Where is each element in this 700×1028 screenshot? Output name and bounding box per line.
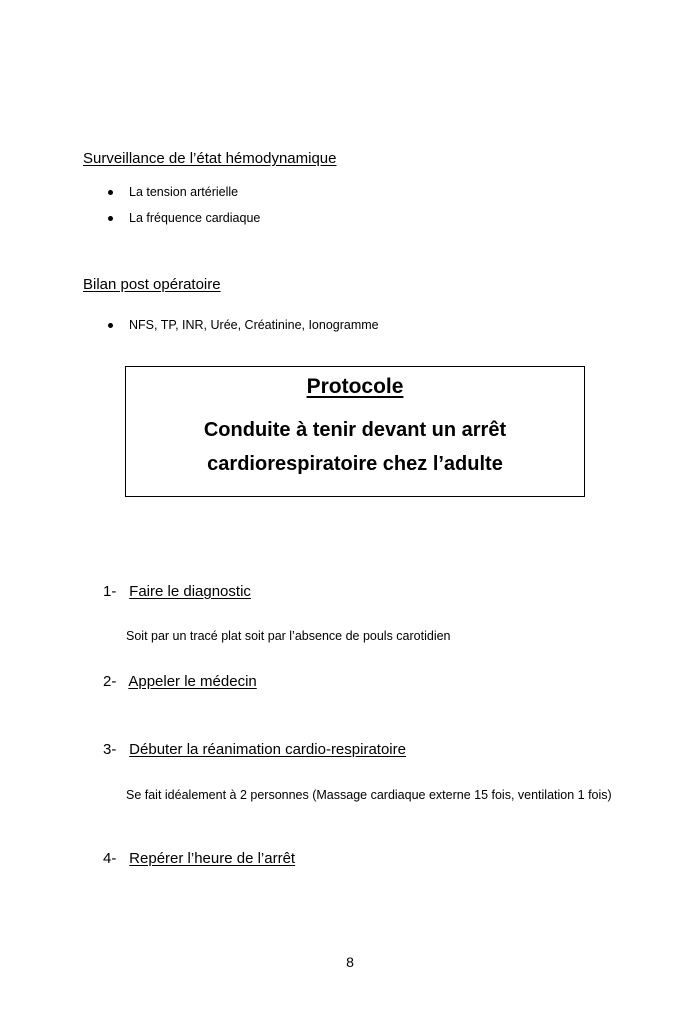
step-1-detail: Soit par un tracé plat soit par l’absence de pouls carotidien: [126, 629, 451, 643]
protocol-subtitle-line2: cardiorespiratoire chez l’adulte: [207, 453, 503, 475]
list-item-text: La fréquence cardiaque: [129, 211, 261, 225]
step-number: 4-: [103, 850, 117, 867]
bullet-icon: [108, 190, 113, 195]
protocol-subtitle-line1: Conduite à tenir devant un arrêt: [203, 419, 507, 441]
step-label: Appeler le médecin: [128, 673, 257, 690]
heading-hemodynamic: Surveillance de l’état hémodynamique: [83, 150, 337, 167]
list-item-text: La tension artérielle: [129, 185, 239, 199]
protocol-title: Protocole: [306, 375, 404, 398]
step-number: 3-: [103, 741, 117, 758]
step-4: [103, 850, 295, 867]
bullet-icon: [108, 323, 113, 328]
protocol-box: [125, 366, 585, 497]
step-label: Faire le diagnostic: [129, 583, 251, 600]
step-label: Débuter la réanimation cardio-respiratoire: [129, 741, 406, 758]
step-3-detail: Se fait idéalement à 2 personnes (Massage cardiaque externe 15 fois, ventilation 1 fois): [126, 788, 612, 802]
step-2: [103, 673, 257, 690]
step-1: [103, 583, 251, 600]
step-number: 1-: [103, 583, 117, 600]
list-item-text: NFS, TP, INR, Urée, Créatinine, Ionogramme: [129, 318, 379, 332]
step-label: Repérer l’heure de l’arrêt: [129, 850, 296, 867]
step-3: [103, 741, 406, 758]
page-number: 8: [346, 954, 354, 970]
heading-bilan: Bilan post opératoire: [83, 276, 221, 293]
step-number: 2-: [103, 673, 117, 690]
bullet-icon: [108, 216, 113, 221]
